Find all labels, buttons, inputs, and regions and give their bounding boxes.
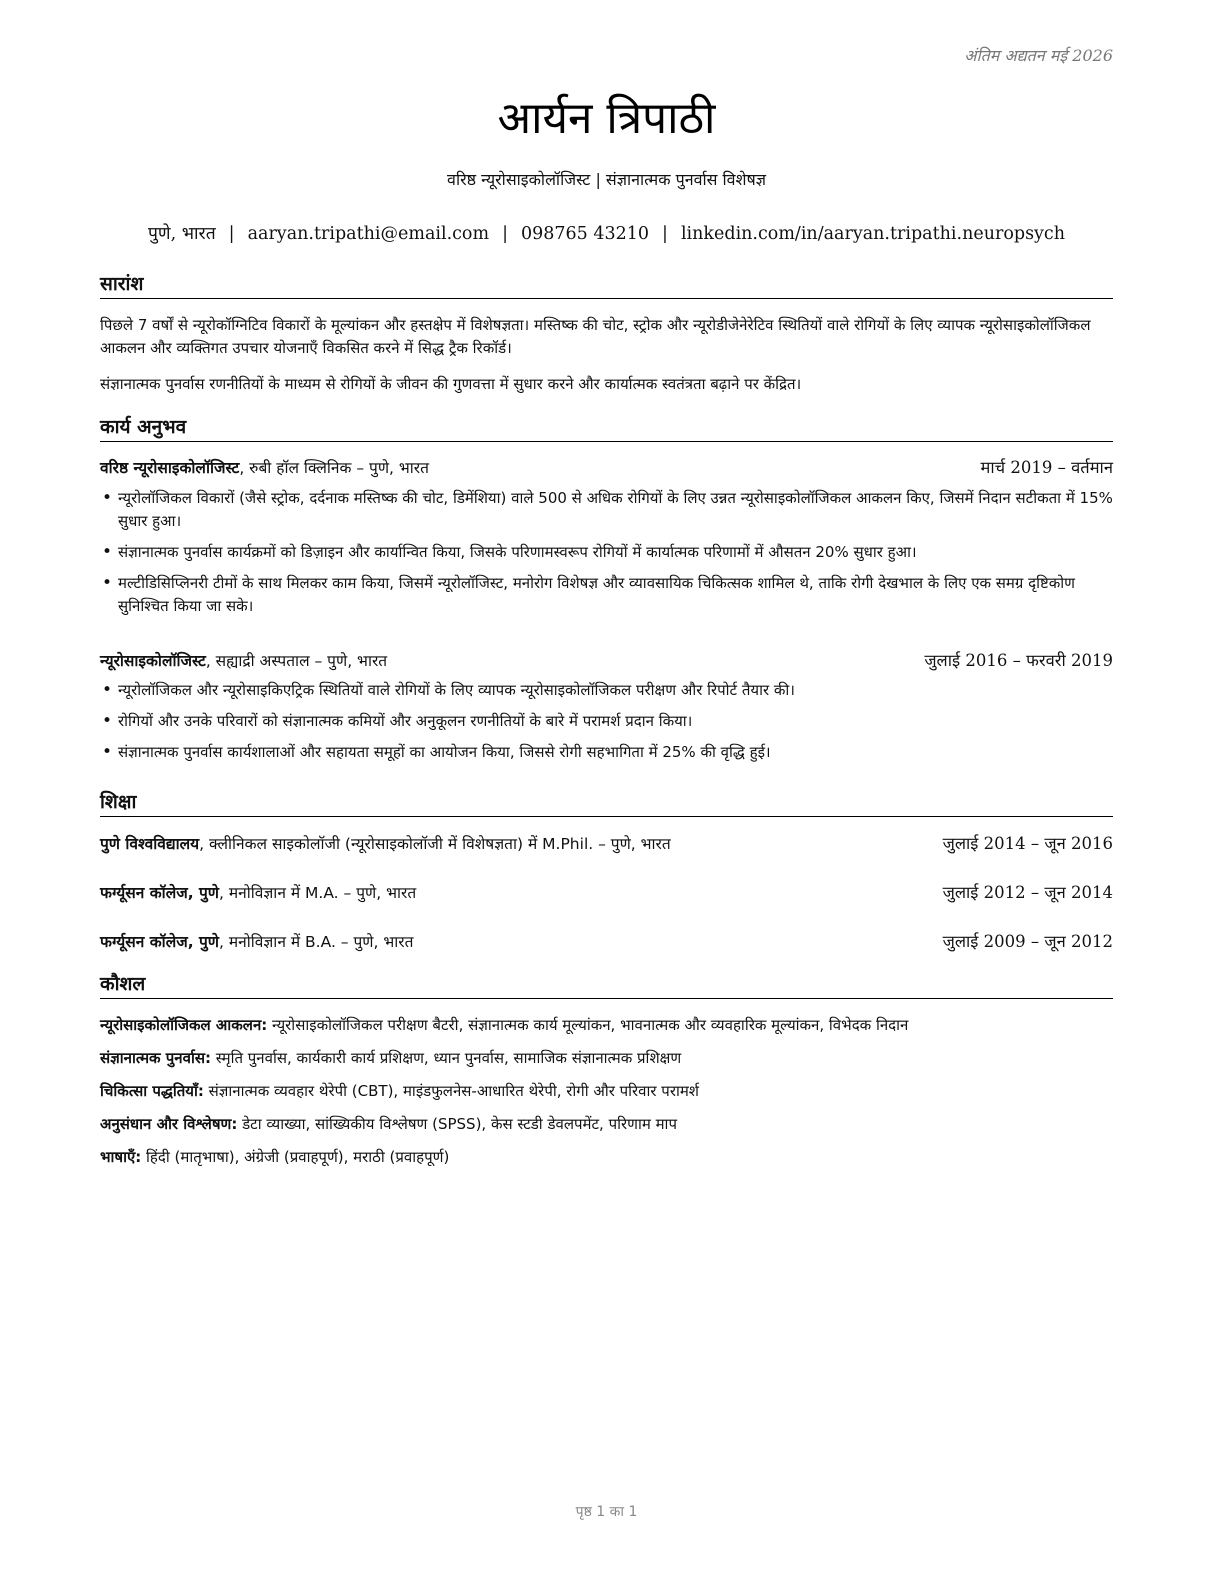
section-title-education: शिक्षा — [100, 790, 1113, 817]
job-date: जुलाई 2016 – फरवरी 2019 — [924, 651, 1113, 670]
job-role: वरिष्ठ न्यूरोसाइकोलॉजिस्ट — [100, 459, 240, 477]
contact-email-link[interactable]: aaryan.tripathi@email.com — [247, 224, 490, 244]
education-line — [100, 931, 413, 953]
summary-paragraph-1: पिछले 7 वर्षों से न्यूरोकॉग्निटिव विकारों के मूल्यांकन और हस्तक्षेप में विशेषज्ञता। मस्तिष्क की चोट, स्ट्रोक और न्यूरोडीजेनेरेटिव स्थितियों वाले रोगियों के लिए व्यापक न्यूरोसाइकोलॉजिकल आकलन और व्यक्तिगत उपचार योजनाएँ विकसित करने में सिद्ध ट्रैक रिकॉर्ड। — [100, 316, 1091, 357]
education-institution: पुणे विश्वविद्यालय — [100, 835, 200, 853]
job-date: मार्च 2019 – वर्तमान — [980, 458, 1113, 477]
contact-location: पुणे, भारत — [147, 224, 216, 244]
last-updated: अंतिम अद्यतन मई 2026 — [964, 46, 1113, 65]
job-bullet: • न्यूरोलॉजिकल और न्यूरोसाइकिएट्रिक स्थितियों वाले रोगियों के लिए व्यापक न्यूरोसाइकोलॉजिकल परीक्षण और रिपोर्ट तैयार की। — [100, 679, 1113, 702]
skill-value: संज्ञानात्मक व्यवहार थेरेपी (CBT), माइंडफुलनेस-आधारित थेरेपी, रोगी और परिवार परामर्श — [203, 1082, 700, 1100]
resume-page — [100, 0, 1113, 1584]
skill-label: चिकित्सा पद्धतियाँ: — [100, 1082, 204, 1100]
skill-label: न्यूरोसाइकोलॉजिकल आकलन: — [100, 1016, 268, 1034]
skill-label: संज्ञानात्मक पुनर्वास: — [100, 1049, 211, 1067]
education-item — [100, 931, 1113, 953]
education-institution: फर्ग्यूसन कॉलेज, पुणे — [100, 933, 219, 951]
candidate-subtitle: वरिष्ठ न्यूरोसाइकोलॉजिस्ट | संज्ञानात्मक पुनर्वास विशेषज्ञ — [447, 170, 766, 189]
job-org: , सह्याद्री अस्पताल – पुणे, भारत — [205, 652, 388, 670]
skill-line — [100, 1014, 1113, 1036]
skill-line — [100, 1047, 1113, 1069]
job-bullet: • संज्ञानात्मक पुनर्वास कार्यशालाओं और सहायता समूहों का आयोजन किया, जिससे रोगी सहभागिता में 25% की वृद्धि हुई। — [100, 741, 1113, 764]
job-title-line — [100, 457, 429, 479]
contact-linkedin-link[interactable]: linkedin.com/in/aaryan.tripathi.neuropsych — [680, 224, 1066, 244]
education-date: जुलाई 2014 – जून 2016 — [942, 834, 1113, 853]
job-bullets — [100, 487, 1113, 626]
job-bullet: • रोगियों और उनके परिवारों को संज्ञानात्मक कमियों और अनुकूलन रणनीतियों के बारे में परामर्श प्रदान किया। — [100, 710, 1113, 733]
skill-label: भाषाएँ: — [100, 1148, 142, 1166]
skill-line — [100, 1113, 1113, 1135]
education-item — [100, 882, 1113, 904]
skill-value: डेटा व्याख्या, सांख्यिकीय विश्लेषण (SPSS), केस स्टडी डेवलपमेंट, परिणाम माप — [237, 1115, 677, 1133]
job-bullets — [100, 679, 1113, 772]
job-org: , रुबी हॉल क्लिनिक – पुणे, भारत — [239, 459, 429, 477]
skill-value: स्मृति पुनर्वास, कार्यकारी कार्य प्रशिक्षण, ध्यान पुनर्वास, सामाजिक संज्ञानात्मक प्रशिक्षण — [211, 1049, 682, 1067]
skill-value: हिंदी (मातृभाषा), अंग्रेजी (प्रवाहपूर्ण), मराठी (प्रवाहपूर्ण) — [141, 1148, 450, 1166]
job-bullet: • मल्टीडिसिप्लिनरी टीमों के साथ मिलकर काम किया, जिसमें न्यूरोलॉजिस्ट, मनोरोग विशेषज्ञ और व्यावसायिक चिकित्सक शामिल थे, ताकि रोगी देखभाल के लिए एक समग्र दृष्टिकोण सुनिश्चित किया जा सके। — [100, 572, 1113, 618]
section-title-skills: कौशल — [100, 972, 1113, 999]
summary-paragraph-2: संज्ञानात्मक पुनर्वास रणनीतियों के माध्यम से रोगियों के जीवन की गुणवत्ता में सुधार करने और कार्यात्मक स्वतंत्रता बढ़ाने पर केंद्रित। — [100, 375, 802, 393]
job-title-line — [100, 650, 387, 672]
contact-separator: | — [228, 224, 235, 244]
job-role: न्यूरोसाइकोलॉजिस्ट — [100, 652, 206, 670]
education-date: जुलाई 2012 – जून 2014 — [942, 883, 1113, 902]
education-item — [100, 833, 1113, 855]
education-date: जुलाई 2009 – जून 2012 — [942, 932, 1113, 951]
contact-phone: 098765 43210 — [520, 224, 650, 244]
education-detail: , क्लीनिकल साइकोलॉजी (न्यूरोसाइकोलॉजी में विशेषज्ञता) में M.Phil. – पुणे, भारत — [199, 835, 671, 853]
education-institution: फर्ग्यूसन कॉलेज, पुणे — [100, 884, 219, 902]
page-footer: पृष्ठ 1 का 1 — [575, 1504, 638, 1520]
skill-line — [100, 1080, 1113, 1102]
skill-label: अनुसंधान और विश्लेषण: — [100, 1115, 238, 1133]
job-header — [100, 457, 1113, 479]
contact-separator: | — [662, 224, 668, 244]
job-bullet: • संज्ञानात्मक पुनर्वास कार्यक्रमों को डिज़ाइन और कार्यान्वित किया, जिसके परिणामस्वरूप रोगियों में कार्यात्मक परिणामों में औसतन 20% सुधार हुआ। — [100, 541, 1113, 564]
skill-line — [100, 1146, 1113, 1168]
education-detail: , मनोविज्ञान में M.A. – पुणे, भारत — [219, 884, 417, 902]
education-line — [100, 882, 416, 904]
contact-line — [100, 221, 1113, 245]
education-line — [100, 833, 671, 855]
job-bullet: • न्यूरोलॉजिकल विकारों (जैसे स्ट्रोक, दर्दनाक मस्तिष्क की चोट, डिमेंशिया) वाले 500 से अधिक रोगियों के लिए उन्नत न्यूरोसाइकोलॉजिकल आकलन किए, जिसमें निदान सटीकता में 15% सुधार हुआ। — [100, 487, 1113, 533]
section-title-experience: कार्य अनुभव — [100, 415, 1113, 442]
section-title-summary: सारांश — [100, 272, 1113, 299]
job-header — [100, 650, 1113, 672]
contact-separator: | — [502, 224, 508, 244]
education-detail: , मनोविज्ञान में B.A. – पुणे, भारत — [219, 933, 414, 951]
candidate-name: आर्यन त्रिपाठी — [497, 93, 716, 144]
skill-value: न्यूरोसाइकोलॉजिकल परीक्षण बैटरी, संज्ञानात्मक कार्य मूल्यांकन, भावनात्मक और व्यवहारिक मूल्यांकन, विभेदक निदान — [267, 1016, 909, 1034]
